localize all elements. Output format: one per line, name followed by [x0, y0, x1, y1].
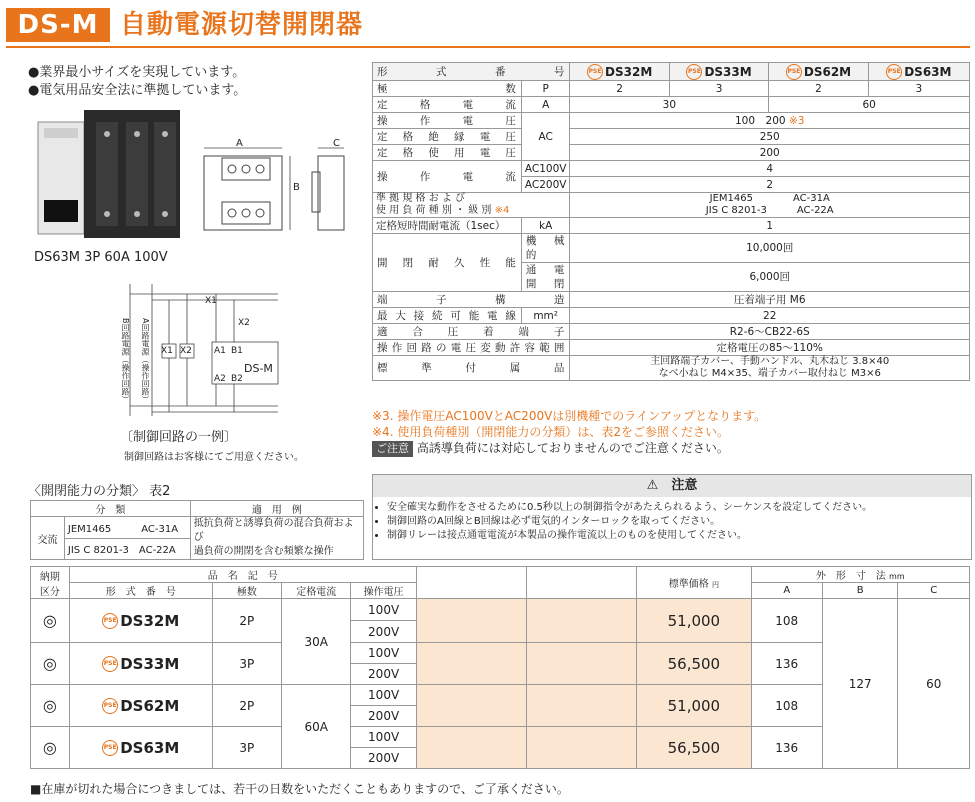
- spec-notes: [372, 408, 766, 457]
- pse-mark-icon: PSE: [102, 698, 118, 714]
- pse-mark-icon: PSE: [886, 64, 902, 80]
- pse-mark-icon: PSE: [786, 64, 802, 80]
- spec-label: 操 作 電 圧: [373, 113, 522, 129]
- pse-mark-icon: PSE: [102, 656, 118, 672]
- x2-relay-label: X2: [180, 346, 192, 356]
- caution-tag: ご注意: [372, 441, 413, 457]
- spec-label: 定格短時間耐電流（1sec）: [373, 218, 522, 234]
- switching-class-table: 分 類 適 用 例 交流 JEM1465 AC-31A 抵抗負荷と誘導負荷の混合負荷および 過負荷の開閉を含む頻繁な操作 JIS C 8201-3 AC-22A: [30, 500, 364, 560]
- warning-item: • 制御回路のA回線とB回線は必ず電気的インターロックを取ってください。: [387, 515, 971, 529]
- a-circuit-line-label: A回路電源（操作回路）: [141, 318, 150, 404]
- spec-label: 操作回路の電圧変動許容範囲: [373, 340, 570, 356]
- spec-label: 適 合 圧 着 端 子: [373, 324, 570, 340]
- spec-label: 極 数: [373, 81, 522, 97]
- x2-contact-label: X2: [238, 318, 250, 328]
- dim-c-label: C: [333, 138, 340, 149]
- dim-a-label: A: [236, 138, 243, 149]
- dim-b-label: B: [293, 182, 300, 193]
- table2-heading: 〈開閉能力の分類〉 表2: [28, 484, 171, 499]
- caution-note: ご注意 高誘導負荷には対応しておりませんのでご注意ください。: [372, 440, 766, 457]
- table-row: ◎ PSE DS63M 3P 100V 56,500 136: [31, 727, 970, 748]
- pse-mark-icon: PSE: [102, 740, 118, 756]
- warning-item: • 安全確実な動作をさせるために0.5秒以上の制御指令があたえられるよう、シーケンスを設定してください。: [387, 501, 971, 515]
- x1-relay-label: X1: [161, 346, 173, 356]
- feature-list: [28, 64, 246, 100]
- spec-label: 端 子 構 造: [373, 292, 570, 308]
- spec-label: 開 閉 耐 久 性 能: [373, 234, 522, 292]
- circuit-note: 制御回路はお客様にてご用意ください。: [124, 452, 304, 463]
- spec-label: 準 拠 規 格 お よ び 使 用 負 荷 種 別 ・ 級 別 ※4: [373, 193, 570, 218]
- table-row: ◎ PSE DS62M 2P 60A 100V 51,000 108: [31, 685, 970, 706]
- note-4: ※4. 使用負荷種別（開閉能力の分類）は、表2をご参照ください。: [372, 425, 729, 439]
- model-header: PSE DS33M: [669, 63, 768, 81]
- photo-caption: DS63M 3P 60A 100V: [34, 250, 168, 265]
- terminal-b2: B2: [231, 374, 243, 384]
- order-table: 納期 区分 品 名 記 号 標準価格 円 外 形 寸 法 mm 形 式 番 号 極数 定格電流 操作電圧 A B C ◎ PSE DS32M 2P 30A 100V 51,000 108 127 60 200V ◎ PSE DS33M 3P 100V 56,500 136 200V ◎ PSE DS62M 2P 60A 100V 51,000 108 200V ◎ PSE DS63M 3P 100V 56,500 136 200V: [30, 566, 970, 769]
- model-header: PSE DS32M: [570, 63, 669, 81]
- product-photo: [34, 104, 184, 244]
- spec-label: 最 大 接 続 可 能 電 線: [373, 308, 522, 324]
- spec-label: 定 格 電 流: [373, 97, 522, 113]
- terminal-a2: A2: [214, 374, 226, 384]
- feature-item: ●業界最小サイズを実現しています。: [28, 65, 246, 80]
- b-circuit-line-label: B回路電源（操作回路）: [121, 318, 130, 404]
- feature-item: ●電気用品安全法に準拠しています。: [28, 83, 247, 98]
- stock-footnote: ■在庫が切れた場合につきましては、若干の日数をいただくこともありますので、ご了承ください。: [30, 782, 569, 796]
- pse-mark-icon: PSE: [587, 64, 603, 80]
- header-rule: [6, 46, 970, 48]
- x1-contact-label: X1: [205, 296, 217, 306]
- note-3: ※3. 操作電圧AC100VとAC200Vは別機種でのラインアップとなります。: [372, 409, 767, 423]
- terminal-a1: A1: [214, 346, 226, 356]
- spec-label: 標 準 付 属 品: [373, 356, 570, 381]
- page-title: 自動電源切替開閉器: [120, 10, 364, 40]
- dimension-drawing: [198, 138, 368, 238]
- warning-header: ⚠ 注意: [373, 475, 971, 497]
- table-row: ◎ PSE DS32M 2P 30A 100V 51,000 108 127 60: [31, 599, 970, 621]
- pse-mark-icon: PSE: [102, 613, 118, 629]
- warning-triangle-icon: ⚠: [646, 478, 659, 493]
- spec-label: 定 格 絶 縁 電 圧: [373, 129, 522, 145]
- warning-box: [372, 474, 972, 560]
- table-row: ◎ PSE DS33M 3P 100V 56,500 136: [31, 643, 970, 664]
- circuit-device-label: DS-M: [244, 362, 273, 375]
- pse-mark-icon: PSE: [686, 64, 702, 80]
- spec-label: 定 格 使 用 電 圧: [373, 145, 522, 161]
- model-header: PSE DS63M: [868, 63, 969, 81]
- warning-item: • 制御リレーは接点通電電流が本製品の操作電流以上のものを使用してください。: [387, 529, 971, 543]
- spec-label: 操 作 電 流: [373, 161, 522, 193]
- spec-table: 形 式 番 号 PSE DS32M PSE DS33M PSE DS62M PSE DS63M 極 数 P 2 3 2 3 定 格 電 流 A 30 60 操 作 電 圧 AC 100 200 ※3 定 格 絶 縁 電 圧 250 定 格 使 用 電 圧 200 操 作 電 流 AC100V 4 AC200V 2 準 拠 規 格 お よ び 使 用 負 荷 種 別 ・ 級 別 ※4 JEM1465 AC-31A JIS C 8201-3 AC-22A 定格短時間耐電流（1sec） kA 1 開 閉 耐 久 性 能 機 械 的 10,000回 通 電 開 閉 6,000回 端 子 構 造 圧着端子用 M6 最 大 接 続 可 能 電 線 mm² 22 適 合 圧 着 端 子 R2-6～CB22-6S 操作回路の電圧変動許容範囲 定格電圧の85～110% 標 準 付 属 品 主回路端子カバー、手動ハンドル、丸木ねじ 3.8×40 なべ小ねじ M4×35、端子カバー取付ねじ M3×6: [372, 62, 970, 381]
- spec-label: 形 式 番 号: [373, 63, 570, 81]
- model-header: PSE DS62M: [769, 63, 868, 81]
- circuit-caption: 〔制御回路の一例〕: [120, 430, 238, 445]
- terminal-b1: B1: [231, 346, 243, 356]
- series-badge: DS-M: [6, 8, 110, 42]
